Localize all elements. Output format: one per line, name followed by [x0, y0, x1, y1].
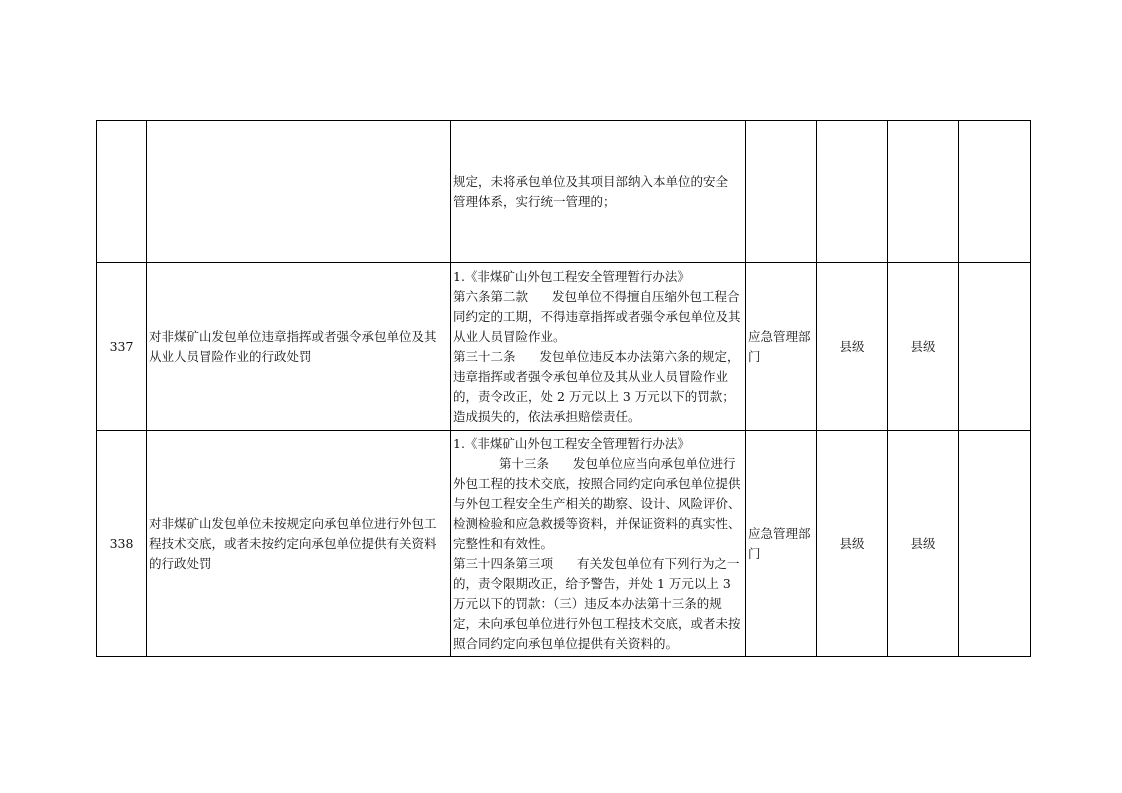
- level-cell: 县级: [888, 431, 959, 657]
- department-cell: 应急管理部门: [746, 431, 817, 657]
- basis-line: 规定，未将承包单位及其项目部纳入本单位的安全: [453, 173, 729, 189]
- level-cell: 县级: [817, 431, 888, 657]
- level-cell: [817, 121, 888, 263]
- clause-body: 发包单位违反本办法第六条的规定，违章指挥或者强令承包单位及其从业人员冒险作业的，责令改正，处 2 万元以上 3 万元以下的罚款；造成损失的，依法承担赔偿责任。: [453, 348, 740, 424]
- clause-heading: 第三十四条第三项: [453, 555, 554, 571]
- legal-basis-cell: [451, 121, 746, 263]
- table-row: [97, 263, 1031, 431]
- department-cell: [746, 121, 817, 263]
- clause-heading: 第六条第二款: [453, 288, 529, 304]
- item-cell: 对非煤矿山发包单位违章指挥或者强令承包单位及其从业人员冒险作业的行政处罚: [147, 263, 451, 431]
- basis-title: 1.《非煤矿山外包工程安全管理暂行办法》: [453, 435, 690, 451]
- clause-body: 发包单位不得擅自压缩外包工程合同约定的工期，不得违章指挥或者强令承包单位及其从业人员冒险作业。: [453, 288, 741, 344]
- table-row: [97, 431, 1031, 657]
- row-number-cell: 338: [97, 431, 147, 657]
- remark-cell: [959, 263, 1031, 431]
- item-cell: [147, 121, 451, 263]
- remark-cell: [959, 431, 1031, 657]
- table-row: [97, 121, 1031, 263]
- basis-title: 1.《非煤矿山外包工程安全管理暂行办法》: [453, 268, 690, 284]
- clause-body: 有关发包单位有下列行为之一的，责令限期改正，给予警告，并处 1 万元以上 3 万元以下的罚款：（三）违反本办法第十三条的规定，未向承包单位进行外包工程技术交底，或者未按照合同约定向承包单位提供有关资料的。: [453, 555, 741, 651]
- row-number-cell: [97, 121, 147, 263]
- clause-heading: 第十三条: [499, 455, 550, 471]
- remark-cell: [959, 121, 1031, 263]
- level-cell: 县级: [817, 263, 888, 431]
- item-cell: 对非煤矿山发包单位未按规定向承包单位进行外包工程技术交底，或者未按约定向承包单位提供有关资料的行政处罚: [147, 431, 451, 657]
- level-cell: [888, 121, 959, 263]
- clause-heading: 第三十二条: [453, 348, 516, 364]
- row-number-cell: 337: [97, 263, 147, 431]
- legal-basis-cell: [451, 263, 746, 431]
- level-cell: 县级: [888, 263, 959, 431]
- regulation-table: [96, 120, 1031, 657]
- department-cell: 应急管理部门: [746, 263, 817, 431]
- clause-body: 发包单位应当向承包单位进行外包工程的技术交底，按照合同约定向承包单位提供与外包工程安全生产相关的勘察、设计、风险评价、检测检验和应急救援等资料，并保证资料的真实性、完整性和有效性。: [453, 455, 741, 551]
- legal-basis-cell: [451, 431, 746, 657]
- basis-line: 管理体系，实行统一管理的；: [453, 193, 616, 209]
